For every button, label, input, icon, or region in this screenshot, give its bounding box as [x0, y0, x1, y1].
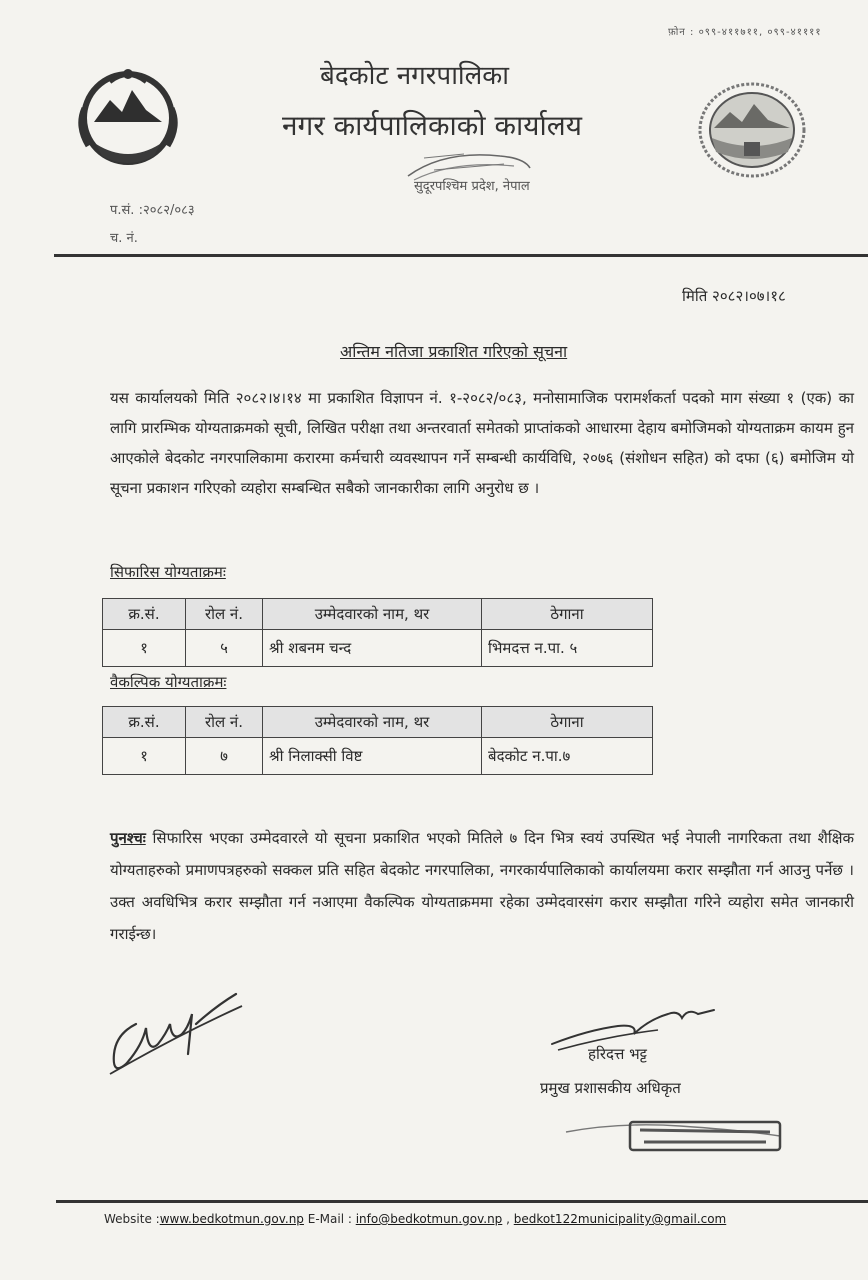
- footer-contact: [104, 1212, 726, 1226]
- email-label: E-Mail :: [303, 1212, 356, 1226]
- nepal-emblem-icon: [66, 60, 190, 172]
- header-address: ठेगाना: [482, 599, 653, 630]
- phone-number: फ़ोन : ०९९-४११७११, ०९९-४११११: [668, 27, 822, 38]
- header-divider: [54, 254, 868, 257]
- signatory-title: प्रमुख प्रशासकीय अधिकृत: [540, 1079, 681, 1097]
- header-address: ठेगाना: [482, 707, 653, 738]
- reference-number: प.सं. :२०८२/०८३: [110, 203, 195, 218]
- cell-address: भिमदत्त न.पा. ५: [482, 630, 653, 667]
- header-sn: क्र.सं.: [103, 599, 186, 630]
- postscript: [110, 822, 854, 950]
- header-sn: क्र.सं.: [103, 707, 186, 738]
- email-separator: ,: [502, 1212, 514, 1226]
- signatory-name: हरिदत्त भट्ट: [588, 1045, 647, 1063]
- table-row: [103, 738, 653, 775]
- alternate-table: [102, 706, 653, 775]
- website-link[interactable]: www.bedkotmun.gov.np: [159, 1212, 304, 1226]
- cell-name: श्री निलाक्सी विष्ट: [263, 738, 482, 775]
- email-link-info[interactable]: info@bedkotmun.gov.np: [355, 1212, 503, 1226]
- cell-name: श्री शबनम चन्द: [263, 630, 482, 667]
- office-name: नगर कार्यपालिकाको कार्यालय: [282, 109, 582, 142]
- header-roll: रोल नं.: [186, 707, 263, 738]
- recommended-table: [102, 598, 653, 667]
- table-row: [103, 630, 653, 667]
- notice-body: यस कार्यालयको मिति २०८२।४।१४ मा प्रकाशित विज्ञापन नं. १-२०८२/०८३, मनोसामाजिक परामर्शकर्ता पदको माग संख्या १ (एक) का लागि प्रारम्भिक योग्यताक्रमको सूची, लिखित परीक्षा तथा अन्तरवार्ता समेतको प्राप्तांकको आधारमा देहाय बमोजिमको योग्यताक्रम कायम हुन आएकोले बेदकोट नगरपालिकामा करारमा कर्मचारी व्यवस्थापन गर्ने सम्बन्धी कार्यविधि, २०७६ (संशोधन सहित) को दफा (६) बमोजिम यो सूचना प्रकाशन गरिएको व्यहोरा सम्बन्धित सबैको जानकारीका लागि अनुरोध छ ।: [110, 389, 854, 497]
- cell-roll: ७: [186, 738, 263, 775]
- table-header-row: [103, 707, 653, 738]
- postscript-label: पुनश्चः: [110, 829, 146, 847]
- cell-address: बेदकोट न.पा.७: [482, 738, 653, 775]
- municipality-name: बेदकोट नगरपालिका: [320, 61, 509, 91]
- municipality-logo-icon: [692, 78, 812, 182]
- header-name: उम्मेदवारको नाम, थर: [263, 707, 482, 738]
- recommended-heading: सिफारिस योग्यताक्रमः: [110, 563, 226, 581]
- email-link-gmail[interactable]: bedkot122municipality@gmail.com: [513, 1212, 727, 1226]
- website-label: Website :: [104, 1212, 160, 1226]
- alternate-heading: वैकल्पिक योग्यताक्रमः: [110, 673, 227, 691]
- dispatch-number: च. नं.: [110, 231, 138, 246]
- cell-roll: ५: [186, 630, 263, 667]
- cell-sn: १: [103, 738, 186, 775]
- notice-date: मिति २०८२।०७।१८: [682, 287, 786, 305]
- cell-sn: १: [103, 630, 186, 667]
- notice-title: अन्तिम नतिजा प्रकाशित गरिएको सूचना: [340, 342, 568, 361]
- table-header-row: [103, 599, 653, 630]
- header-roll: रोल नं.: [186, 599, 263, 630]
- province-address: सुदूरपश्चिम प्रदेश, नेपाल: [414, 179, 530, 194]
- postscript-text: सिफारिस भएका उम्मेदवारले यो सूचना प्रकाशित भएको मितिले ७ दिन भित्र स्वयं उपस्थित भई नेपाली नागरिकता तथा शैक्षिक योग्यताहरुको प्रमाणपत्रहरुको सक्कल प्रति सहित बेदकोट नगरपालिका, नगरकार्यपालिकाको कार्यालयमा करार सम्झौता गर्न आउनु पर्नेछ । उक्त अवधिभित्र करार सम्झौता गर्न नआएमा वैकल्पिक योग्यताक्रममा रहेका उम्मेदवारसंग करार सम्झौता गरिने व्यहोरा समेत जानकारी गराईन्छ।: [110, 829, 854, 943]
- handwritten-signature-icon: [96, 984, 246, 1080]
- header-name: उम्मेदवारको नाम, थर: [263, 599, 482, 630]
- official-stamp-icon: [560, 1112, 786, 1154]
- footer-divider: [56, 1200, 868, 1203]
